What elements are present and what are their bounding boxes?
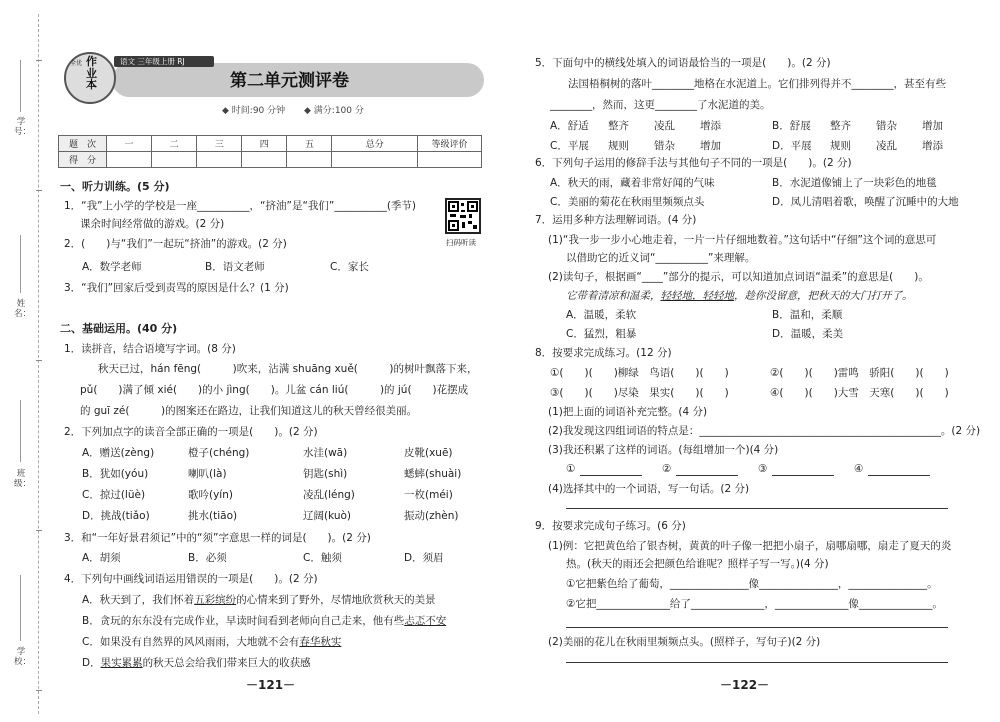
- table-row: [59, 152, 482, 168]
- logo-text: 作业本: [86, 55, 97, 92]
- option-cell: 增加: [700, 140, 721, 152]
- table-header-cell: 总分: [332, 136, 418, 152]
- option: A．胡须: [82, 552, 121, 564]
- option: C．如果没有自然界的风风雨雨，大地就不会有春华秋实: [82, 636, 342, 648]
- option-cell: 一枚(méi): [404, 489, 453, 501]
- option: D．凤儿清唱着歌，唤醒了沉睡中的大地: [772, 196, 959, 208]
- option-cell: 振动(zhèn): [404, 510, 459, 522]
- score-cell[interactable]: [197, 152, 242, 168]
- option-cell: A．舒适: [550, 120, 589, 132]
- margin-tick: [36, 690, 42, 691]
- question-text: 6．下列句子运用的修辞手法与其他句子不同的一项是( )。(2 分): [535, 157, 852, 169]
- option-cell: 规则: [608, 140, 629, 152]
- table-header-cell: 四: [242, 136, 287, 152]
- question-text: 以借助它的近义词“__________”来理解。: [566, 252, 756, 264]
- question-text: 2．下列加点字的读音全部正确的一项是( )。(2 分): [64, 426, 318, 438]
- option-cell: 凌乱: [654, 120, 675, 132]
- passage-line: 法国梧桐树的落叶________地格在水泥道上。它们排列得并不________，甚至有些: [568, 78, 946, 90]
- idiom-row: ②( )( )雷鸣 骄阳( )( ): [770, 367, 949, 379]
- option-cell: 规则: [830, 140, 851, 152]
- question-text: 1．“我”上小学的学校是一座__________，“挤油”是“我们”__________(季节): [64, 200, 417, 212]
- answer-line[interactable]: [580, 475, 642, 476]
- answer-item: ②: [662, 463, 672, 475]
- margin-label-student-number: 学号：: [14, 117, 32, 137]
- question-text: (2)我发现这四组词语的特点是：______________________________________________。(2 分): [548, 425, 981, 437]
- passage-line: 的 guī zé( )的图案还在路边，让我们知道这儿的秋天曾经很美丽。: [80, 405, 418, 417]
- option-cell: 皮靴(xuē): [404, 447, 453, 459]
- option: A．秋天到了，我们怀着五彩缤纷的心情来到了野外，尽情地欣赏秋天的美景: [82, 594, 436, 606]
- option: B．必须: [188, 552, 227, 564]
- answer-line[interactable]: [868, 475, 930, 476]
- option: D．须眉: [404, 552, 444, 564]
- question-text: 课余时间经常做的游戏。(2 分): [80, 218, 225, 230]
- option-cell: 辽阔(kuò): [303, 510, 352, 522]
- option: A．秋天的雨，藏着非常好闻的气味: [550, 177, 715, 189]
- option-cell: 蟋蟀(shuài): [404, 468, 462, 480]
- option-cell: D．挑战(tiǎo): [82, 510, 150, 522]
- option: A．温暖，柔软: [566, 309, 637, 321]
- question-text: 3．“我们”回家后受到责骂的原因是什么？(1 分): [64, 282, 289, 294]
- option-cell: 增添: [700, 120, 721, 132]
- question-text: 1．读拼音，结合语境写字词。(8 分): [64, 343, 236, 355]
- idiom-row: ④( )( )大雪 天寒( )( ): [770, 387, 949, 399]
- option-cell: C．掠过(lüè): [82, 489, 146, 501]
- option: C．家长: [330, 261, 369, 273]
- option-cell: 挑水(tiāo): [188, 510, 238, 522]
- option: A．数学老师: [82, 261, 142, 273]
- question-text: 7．运用多种方法理解词语。(4 分): [535, 214, 697, 226]
- margin-line: [20, 235, 21, 293]
- answer-line[interactable]: [772, 475, 834, 476]
- logo-icon: [64, 52, 116, 104]
- section-heading: 一、听力训练。(5 分): [60, 180, 170, 193]
- option: D．果实累累的秋天总会给我们带来巨大的收获感: [82, 657, 311, 669]
- option: B．贪玩的东东没有完成作业，早读时间看到老师向自己走来，他有些忐忑不安: [82, 615, 447, 627]
- subject-tab: 语文 三年级上册 RJ: [114, 56, 214, 67]
- question-text: (1)“我一步一步小心地走着，一片一片仔细地数着。”这句话中“仔细”这个词的意思可: [548, 234, 937, 246]
- answer-item: ④: [854, 463, 864, 475]
- option-cell: 水洼(wā): [303, 447, 348, 459]
- option-cell: 歌吟(yín): [188, 489, 233, 501]
- option: D．温暖，柔美: [772, 328, 844, 340]
- logo-small-text: 全优: [70, 60, 83, 67]
- question-text: (4)选择其中的一个词语，写一句话。(2 分): [548, 483, 750, 495]
- table-row: [59, 136, 482, 152]
- table-cell: 得 分: [59, 152, 107, 168]
- question-text: (3)我还积累了这样的词语。(每组增加一个)(4 分): [548, 444, 779, 456]
- margin-label-name: 姓名：: [14, 299, 32, 319]
- exam-full-score: ◆ 满分:100 分: [304, 106, 364, 116]
- passage-line: ________，然而，这更________了水泥道的美。: [550, 99, 771, 111]
- qr-code-icon[interactable]: [445, 198, 481, 234]
- option: B．温和，柔顺: [772, 309, 843, 321]
- option: B．水泥道像铺上了一块彩色的地毯: [772, 177, 937, 189]
- option-cell: 喇叭(là): [188, 468, 227, 480]
- score-cell[interactable]: [152, 152, 197, 168]
- answer-line[interactable]: [566, 662, 948, 663]
- binding-dashed-line: [38, 14, 39, 714]
- answer-line-text[interactable]: ②它把______________给了______________，______________像______________。: [566, 598, 943, 610]
- page-title: 第二单元测评卷: [230, 71, 349, 91]
- answer-line[interactable]: [566, 627, 948, 628]
- question-text: (2)美丽的花儿在秋雨里频频点头。(照样子，写句子)(2 分): [548, 636, 821, 648]
- score-cell[interactable]: [107, 152, 152, 168]
- option-cell: 整齐: [830, 120, 851, 132]
- option-cell: B．犹如(yóu): [82, 468, 149, 480]
- table-header-cell: 五: [287, 136, 332, 152]
- table-header-cell: 三: [197, 136, 242, 152]
- option-cell: 增加: [922, 120, 943, 132]
- section-heading: 二、基础运用。(40 分): [60, 322, 178, 335]
- margin-line: [20, 400, 21, 462]
- option: C．美丽的菊花在秋雨里频频点头: [550, 196, 705, 208]
- idiom-row: ③( )( )尽染 果实( )( ): [550, 387, 729, 399]
- option-cell: 橙子(chéng): [188, 447, 250, 459]
- question-text: 8．按要求完成练习。(12 分): [535, 347, 672, 359]
- question-text: (1)例：它把黄色给了银杏树，黄黄的叶子像一把把小扇子，扇哪扇哪，扇走了夏天的炎: [548, 540, 952, 552]
- score-cell[interactable]: [287, 152, 332, 168]
- option-cell: 增添: [922, 140, 943, 152]
- passage-line: pǔ( )满了倾 xié( )的小 jìng( )。儿盆 cán liú( )的 jú( )花摆成: [80, 384, 469, 396]
- question-text: (2)读句子，根据画“____”部分的提示，可以知道加点词语“温柔”的意思是( )。: [548, 271, 929, 283]
- margin-tick: [36, 190, 42, 191]
- question-text: 3．和“一年好景君须记”中的“须”字意思一样的词是( )。(2 分): [64, 532, 371, 544]
- option-cell: 整齐: [608, 120, 629, 132]
- option-cell: D．平展: [772, 140, 812, 152]
- table-header-cell: 题 次: [59, 136, 107, 152]
- answer-line-text[interactable]: ①它把紫色给了葡萄，_______________像_______________，_______________。: [566, 578, 938, 590]
- option: C．猛烈，粗暴: [566, 328, 637, 340]
- option-cell: A．赠送(zèng): [82, 447, 155, 459]
- option: C．触须: [303, 552, 342, 564]
- option: B．语文老师: [205, 261, 265, 273]
- margin-tick: [36, 530, 42, 531]
- option-cell: 错杂: [654, 140, 675, 152]
- question-text: 2．( )与“我们”一起玩“挤油”的游戏。(2 分): [64, 238, 287, 250]
- option-cell: C．平展: [550, 140, 589, 152]
- option-cell: 凌乱: [876, 140, 897, 152]
- question-text: 9．按要求完成句子练习。(6 分): [535, 520, 686, 532]
- page-number: －121－: [246, 678, 296, 692]
- margin-tick: [36, 60, 42, 61]
- qr-label: 扫码听读: [446, 238, 476, 247]
- margin-tick: [36, 360, 42, 361]
- question-text: 5．下面句中的横线处填入的词语最恰当的一项是( )。(2 分): [535, 57, 831, 69]
- passage-line: 秋天已过，hán fēng( )吹来，沾满 shuāng xuě( )的树叶飘落下来，: [98, 363, 478, 375]
- binding-margin: [0, 0, 44, 722]
- margin-line: [20, 575, 21, 641]
- score-cell[interactable]: [418, 152, 482, 168]
- option-cell: 钥匙(shì): [303, 468, 348, 480]
- margin-label-school: 学校：: [14, 647, 32, 667]
- margin-line: [20, 60, 21, 112]
- option-cell: 错杂: [876, 120, 897, 132]
- question-text: 4．下列句中画线词语运用错误的一项是( )。(2 分): [64, 573, 318, 585]
- option-cell: 凌乱(léng): [303, 489, 355, 501]
- margin-label-class: 班级：: [14, 469, 32, 489]
- table-header-cell: 一: [107, 136, 152, 152]
- answer-line[interactable]: [676, 475, 738, 476]
- score-cell[interactable]: [332, 152, 418, 168]
- table-header-cell: 二: [152, 136, 197, 152]
- table-header-cell: 等级评价: [418, 136, 482, 152]
- option-cell: B．舒展: [772, 120, 811, 132]
- answer-item: ③: [758, 463, 768, 475]
- exam-time: ◆ 时间:90 分钟: [222, 106, 286, 116]
- score-table: [58, 135, 482, 168]
- page-number: －122－: [720, 678, 770, 692]
- answer-line[interactable]: [566, 508, 948, 509]
- question-text: 热。(秋天的雨还会把颜色给谁呢？照样子写一写。)(4 分): [566, 558, 829, 570]
- example-sentence: 它带着清凉和温柔，轻轻地，轻轻地，趁你没留意，把秋天的大门打开了。: [566, 290, 913, 302]
- question-text: (1)把上面的词语补充完整。(4 分): [548, 406, 708, 418]
- answer-item: ①: [566, 463, 576, 475]
- idiom-row: ①( )( )柳绿 鸟语( )( ): [550, 367, 729, 379]
- score-cell[interactable]: [242, 152, 287, 168]
